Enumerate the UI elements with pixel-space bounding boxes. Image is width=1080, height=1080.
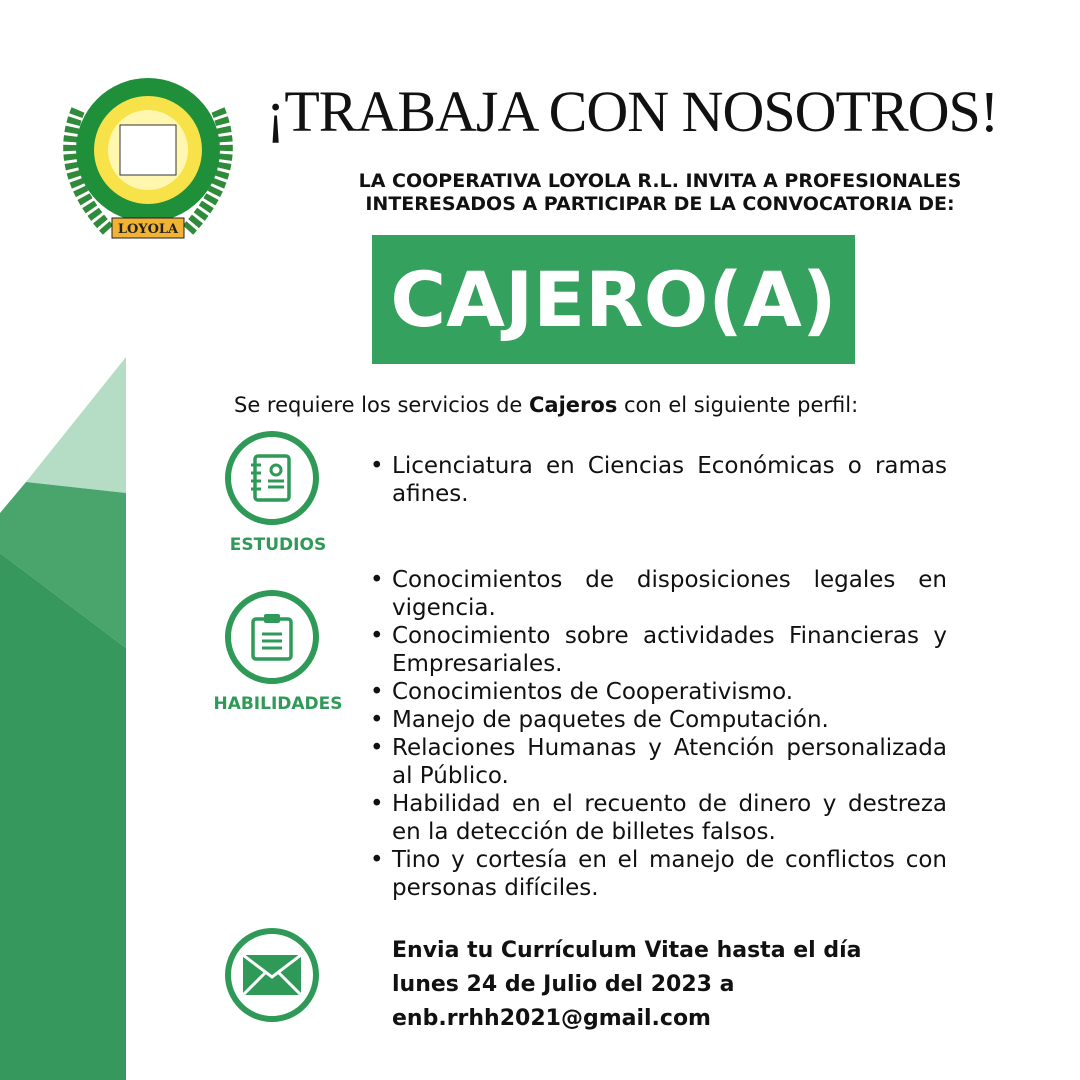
contact-email[interactable]: enb.rrhh2021@gmail.com bbox=[392, 1006, 711, 1031]
svg-text:LOYOLA: LOYOLA bbox=[117, 222, 179, 237]
intro-after: con el siguiente perfil: bbox=[617, 393, 859, 417]
subtitle bbox=[300, 170, 1020, 216]
estudios-list bbox=[370, 452, 947, 508]
intro-before: Se requiere los servicios de bbox=[234, 393, 530, 417]
list-item: • Conocimiento sobre actividades Financieras y Empresariales. bbox=[370, 622, 947, 678]
list-item: • Habilidad en el recuento de dinero y destreza en la detección de billetes falsos. bbox=[370, 790, 947, 846]
habilidades-label: HABILIDADES bbox=[213, 694, 343, 714]
contact-line: lunes 24 de Julio del 2023 a bbox=[392, 972, 735, 997]
clipboard-icon bbox=[225, 590, 319, 684]
intro-text bbox=[234, 393, 994, 417]
list-item: • Conocimientos de disposiciones legales en vigencia. bbox=[370, 566, 947, 622]
list-item: • Tino y cortesía en el manejo de conflictos con personas difíciles. bbox=[370, 846, 947, 902]
estudios-label: ESTUDIOS bbox=[229, 535, 327, 555]
list-item: • Relaciones Humanas y Atención personalizada al Público. bbox=[370, 734, 947, 790]
subtitle-line: INTERESADOS A PARTICIPAR DE LA CONVOCATORIA DE: bbox=[365, 193, 955, 215]
list-item: • Licenciatura en Ciencias Económicas o ramas afines. bbox=[370, 452, 947, 508]
notebook-icon bbox=[225, 431, 319, 525]
subtitle-line: LA COOPERATIVA LOYOLA R.L. INVITA A PROFESIONALES bbox=[358, 170, 962, 192]
loyola-logo bbox=[48, 70, 248, 250]
page-title: ¡TRABAJA CON NOSOTROS! bbox=[266, 79, 999, 144]
intro-bold: Cajeros bbox=[529, 393, 618, 417]
contact-info bbox=[392, 934, 1012, 1036]
list-item: • Manejo de paquetes de Computación. bbox=[370, 706, 947, 734]
envelope-icon bbox=[225, 928, 319, 1022]
position-banner: CAJERO(A) bbox=[372, 235, 855, 364]
contact-line: Envia tu Currículum Vitae hasta el día bbox=[392, 938, 862, 963]
habilidades-list bbox=[370, 566, 947, 902]
list-item: • Conocimientos de Cooperativismo. bbox=[370, 678, 947, 706]
